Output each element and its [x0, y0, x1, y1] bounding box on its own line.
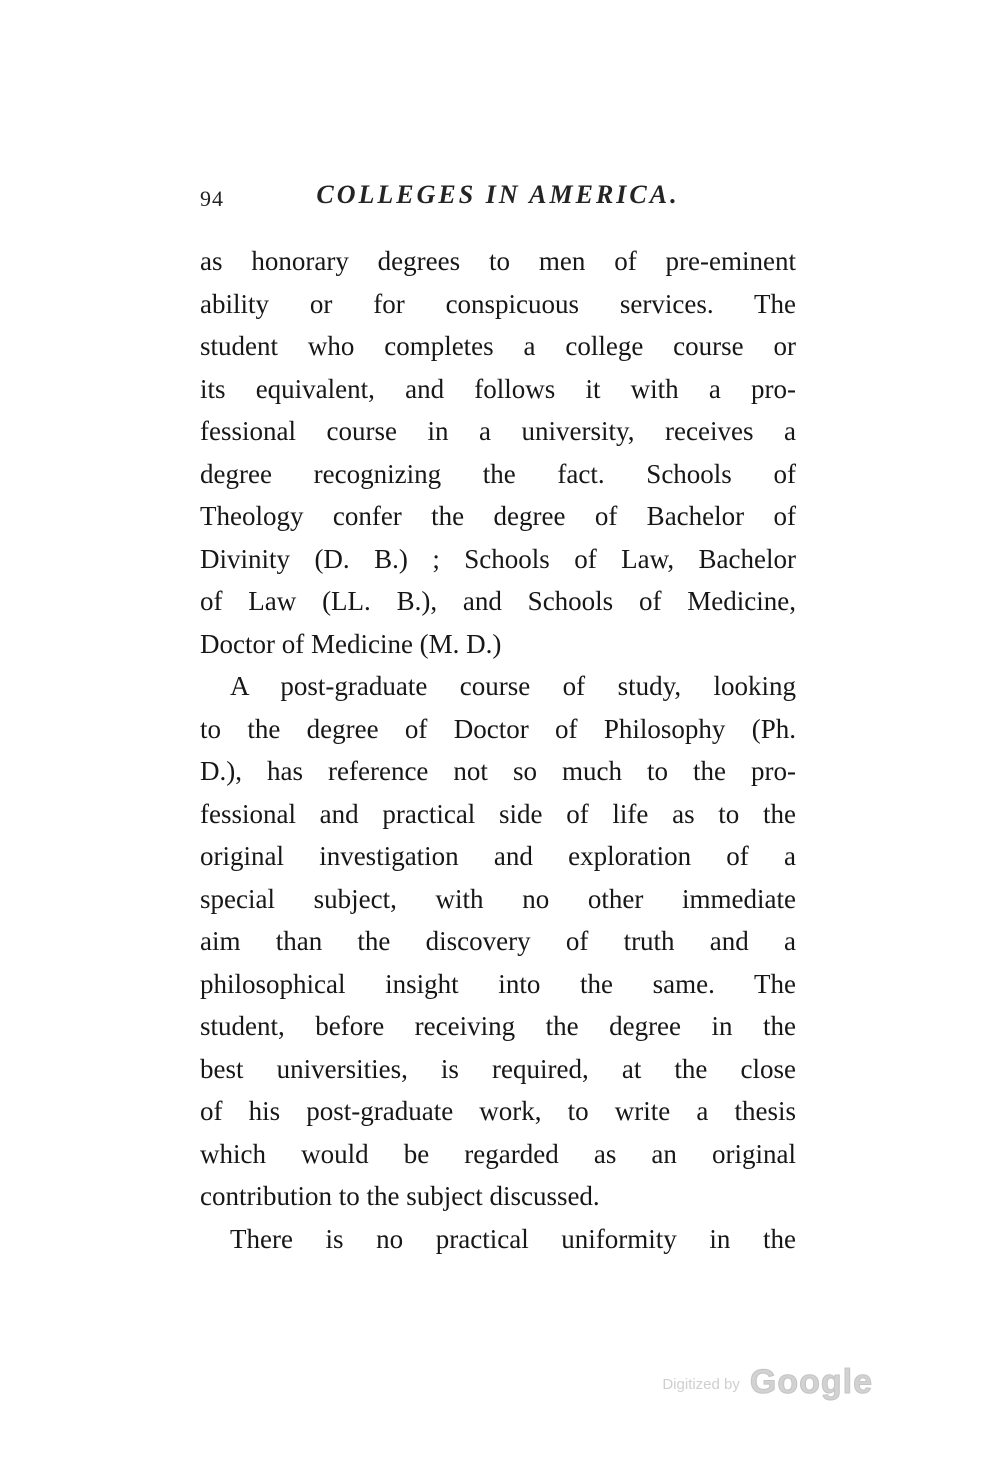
text-block [200, 240, 796, 1260]
page-header [200, 180, 796, 214]
text-line: D.), has reference not so much to the pro- [200, 756, 796, 786]
text-line: student, before receiving the degree in the [200, 1011, 796, 1041]
text-line: Theology confer the degree of Bachelor of [200, 501, 796, 531]
watermark-prefix: Digitized by [662, 1376, 740, 1393]
text-line: to the degree of Doctor of Philosophy (Ph. [200, 713, 796, 744]
text-line: its equivalent, and follows it with a pro- [200, 373, 796, 404]
page-number: 94 [200, 186, 224, 211]
text-line: Divinity (D. B.) ; Schools of Law, Bachelor [200, 543, 796, 574]
text-line: philosophical insight into the same. The [200, 968, 796, 999]
text-line: which would be regarded as an original [200, 1138, 796, 1169]
text-line: of Law (LL. B.), and Schools of Medicine, [200, 586, 796, 616]
text-line: contribution to the subject discussed. [200, 1181, 600, 1211]
text-line: degree recognizing the fact. Schools of [200, 458, 796, 489]
digitized-watermark [662, 1363, 873, 1402]
text-line: aim than the discovery of truth and a [200, 926, 796, 956]
text-line: A post-graduate course of study, looking [230, 671, 796, 701]
google-logo: Google [749, 1363, 873, 1401]
text-line: ability or for conspicuous services. The [200, 288, 796, 319]
text-line: special subject, with no other immediate [200, 883, 796, 914]
text-line: fessional course in a university, receives a [200, 416, 796, 446]
text-line: Doctor of Medicine (M. D.) [200, 628, 502, 659]
text-line: original investigation and exploration of a [200, 841, 796, 871]
text-line: best universities, is required, at the close [200, 1053, 796, 1084]
text-line: There is no practical uniformity in the [230, 1223, 796, 1254]
text-line: fessional and practical side of life as to the [200, 798, 796, 829]
text-line: student who completes a college course or [200, 331, 796, 361]
text-line: as honorary degrees to men of pre-eminent [200, 246, 796, 276]
running-title: COLLEGES IN AMERICA. [316, 180, 680, 209]
text-line: of his post-graduate work, to write a thesis [200, 1096, 796, 1126]
